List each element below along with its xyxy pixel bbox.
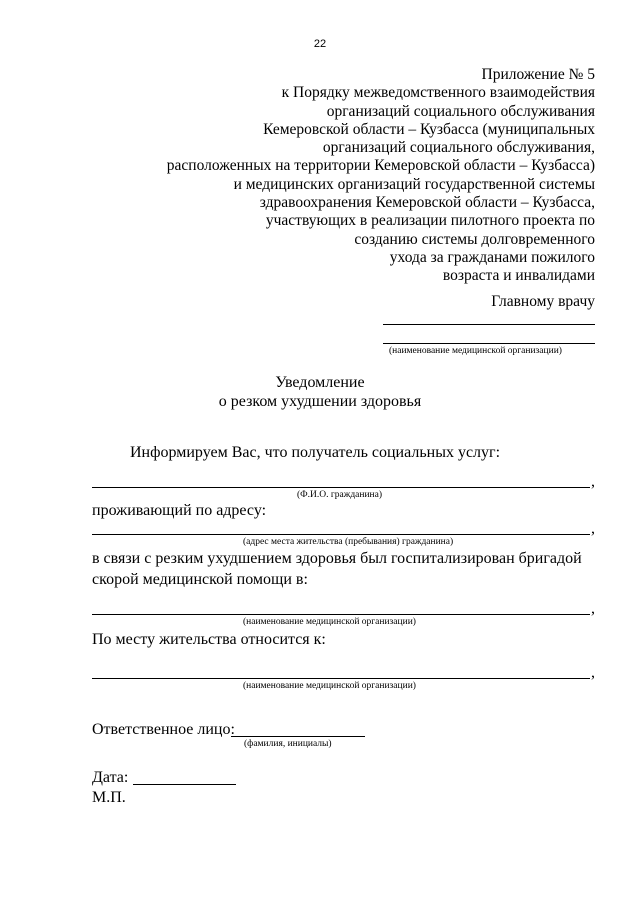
addressee-blank-line-2[interactable] <box>383 343 595 344</box>
page-number: 22 <box>313 38 327 50</box>
title-line-2: о резком ухудшении здоровья <box>218 393 422 410</box>
date-label: Дата: <box>92 769 129 786</box>
residence-org-comma: , <box>591 664 595 681</box>
address-caption: (адрес места жительства (пребывания) гражданина) <box>243 537 454 547</box>
appendix-line: здравоохранения Кемеровской области – Кузбасса, <box>259 194 595 212</box>
appendix-line: расположенных на территории Кемеровской области – Кузбасса) <box>166 157 595 175</box>
residence-org-caption: (наименование медицинской организации) <box>243 681 416 691</box>
fio-caption: (Ф.И.О. гражданина) <box>297 490 382 500</box>
appendix-line: участвующих в реализации пилотного проекта по <box>265 212 595 230</box>
responsible-label: Ответственное лицо: <box>92 721 235 738</box>
document-title <box>0 373 640 411</box>
residence-org-blank-line[interactable] <box>92 678 590 679</box>
fio-blank-line[interactable] <box>92 487 590 488</box>
appendix-line: и медицинских организаций государственной системы <box>233 175 595 193</box>
appendix-line: созданию системы долговременного <box>354 230 595 248</box>
intro-text: Информируем Вас, что получатель социальных услуг: <box>130 444 501 461</box>
address-blank-line[interactable] <box>92 534 590 535</box>
date-blank-line[interactable] <box>133 784 236 785</box>
hospital-org-comma: , <box>591 600 595 617</box>
addressee-caption: (наименование медицинской организации) <box>389 346 562 356</box>
title-line-1: Уведомление <box>275 374 365 391</box>
appendix-header <box>115 66 595 286</box>
address-label: проживающий по адресу: <box>92 502 267 519</box>
hospitalization-text-line-1: в связи с резким ухудшением здоровья был госпитализирован бригадой <box>92 550 582 567</box>
appendix-line: возраста и инвалидами <box>442 267 595 285</box>
stamp-label: М.П. <box>92 789 126 806</box>
responsible-caption: (фамилия, инициалы) <box>244 739 332 749</box>
hospitalization-text-line-2: скорой медицинской помощи в: <box>92 571 308 588</box>
residence-label: По месту жительства относится к: <box>92 631 326 648</box>
appendix-line: к Порядку межведомственного взаимодействия <box>281 84 595 102</box>
hospital-org-caption: (наименование медицинской организации) <box>243 617 416 627</box>
addressee-label: Главному врачу <box>491 293 595 310</box>
appendix-line: Кемеровской области – Кузбасса (муниципальных <box>263 120 595 138</box>
addressee-blank-line-1[interactable] <box>383 324 595 325</box>
address-comma: , <box>591 520 595 537</box>
appendix-line: Приложение № 5 <box>481 66 595 83</box>
appendix-line: организаций социального обслуживания <box>326 102 595 120</box>
hospital-org-blank-line[interactable] <box>92 614 590 615</box>
appendix-line: ухода за гражданами пожилого <box>389 248 595 266</box>
fio-comma: , <box>591 473 595 490</box>
appendix-line: организаций социального обслуживания, <box>322 139 595 157</box>
responsible-blank-line[interactable] <box>231 736 365 737</box>
